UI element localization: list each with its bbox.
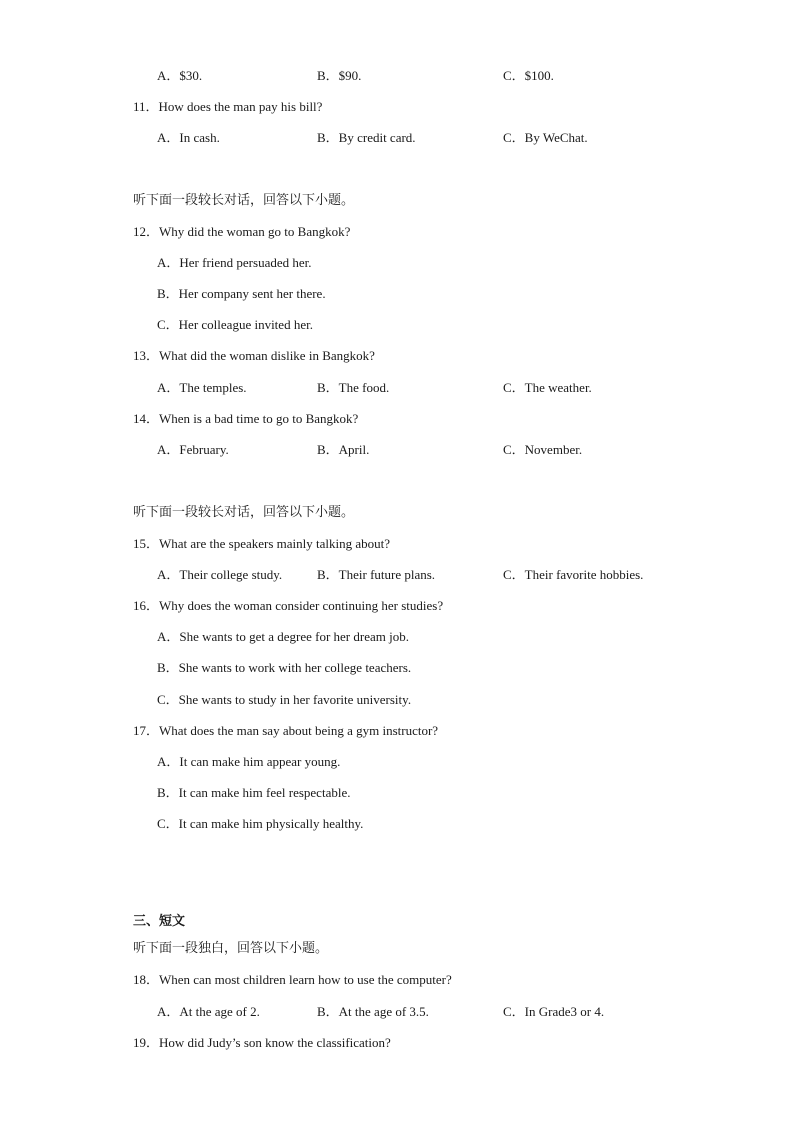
q14-option-a: A．February. <box>157 442 229 457</box>
q15-option-c: C．Their favorite hobbies. <box>503 567 644 582</box>
q15-stem: 15．What are the speakers mainly talking about? <box>133 536 391 551</box>
q14-stem: 14．When is a bad time to go to Bangkok? <box>133 411 359 426</box>
q12-option-a: A．Her friend persuaded her. <box>157 255 312 270</box>
q18-option-c: C．In Grade3 or 4. <box>503 1004 605 1019</box>
q13-option-a: A．The temples. <box>157 380 247 395</box>
q19-stem: 19．How did Judy’s son know the classification? <box>133 1035 391 1050</box>
q12-option-b: B．Her company sent her there. <box>157 286 326 301</box>
q14-option-c: C．November. <box>503 442 583 457</box>
section-heading: 三、短文 <box>133 914 186 929</box>
q10-option-b: B．$90. <box>317 68 362 83</box>
dialogue-intro-2: 听下面一段较长对话，回答以下小题。 <box>133 505 355 520</box>
q13-option-c: C．The weather. <box>503 380 592 395</box>
q18-option-a: A．At the age of 2. <box>157 1004 260 1019</box>
q12-option-c: C．Her colleague invited her. <box>157 317 313 332</box>
q11-stem: 11．How does the man pay his bill? <box>133 99 323 114</box>
q16-stem: 16．Why does the woman consider continuing her studies? <box>133 598 444 613</box>
q16-option-b: B．She wants to work with her college teachers. <box>157 660 412 675</box>
q16-option-c: C．She wants to study in her favorite university. <box>157 692 412 707</box>
q17-option-c: C．It can make him physically healthy. <box>157 816 364 831</box>
q11-option-a: A．In cash. <box>157 130 220 145</box>
q11-option-c: C．By WeChat. <box>503 130 588 145</box>
q17-option-b: B．It can make him feel respectable. <box>157 785 351 800</box>
q10-option-a: A．$30. <box>157 68 203 83</box>
q18-option-b: B．At the age of 3.5. <box>317 1004 429 1019</box>
q13-option-b: B．The food. <box>317 380 390 395</box>
q12-stem: 12．Why did the woman go to Bangkok? <box>133 224 351 239</box>
q18-stem: 18．When can most children learn how to use the computer? <box>133 972 452 987</box>
q15-option-a: A．Their college study. <box>157 567 283 582</box>
q14-option-b: B．April. <box>317 442 370 457</box>
q10-option-c: C．$100. <box>503 68 554 83</box>
dialogue-intro-1: 听下面一段较长对话，回答以下小题。 <box>133 193 355 208</box>
q17-option-a: A．It can make him appear young. <box>157 754 341 769</box>
q15-option-b: B．Their future plans. <box>317 567 436 582</box>
q13-stem: 13．What did the woman dislike in Bangkok? <box>133 348 375 363</box>
q16-option-a: A．She wants to get a degree for her dream job. <box>157 629 409 644</box>
q11-option-b: B．By credit card. <box>317 130 416 145</box>
monologue-intro: 听下面一段独白，回答以下小题。 <box>133 941 329 956</box>
q17-stem: 17．What does the man say about being a gym instructor? <box>133 723 439 738</box>
